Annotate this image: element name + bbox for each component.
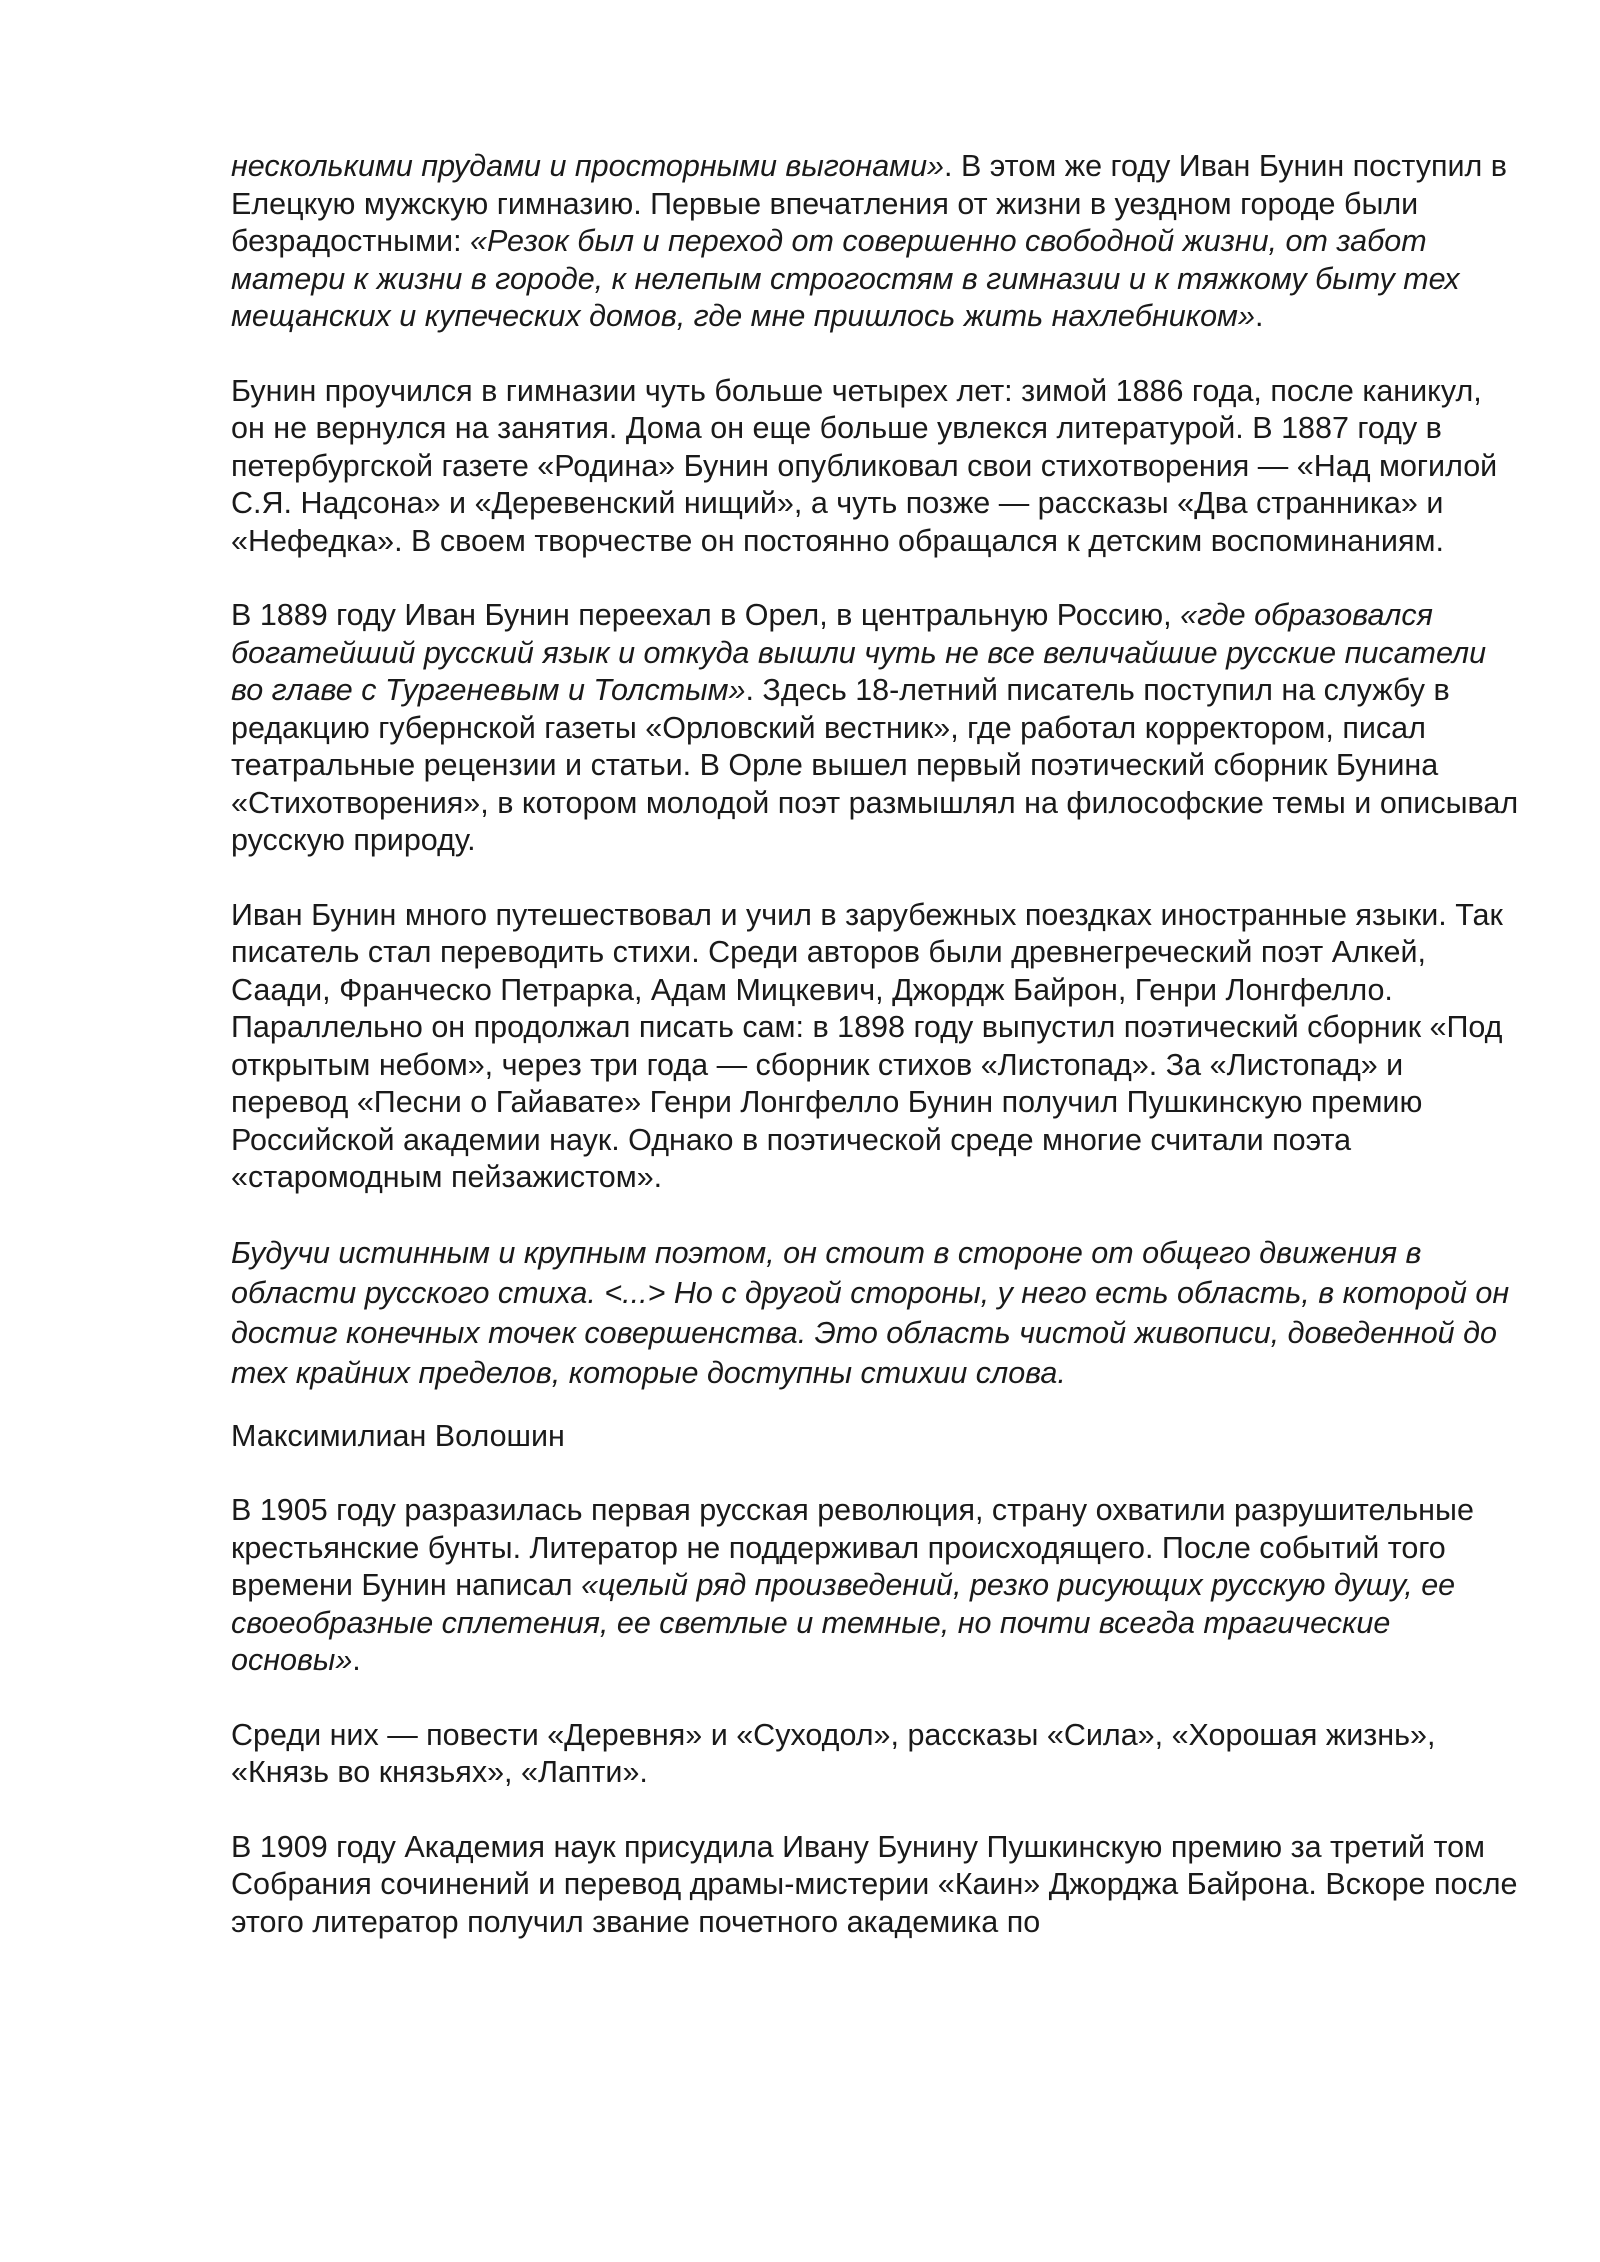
paragraph-text: . В этом же году Иван Бунин поступил в Елецкую мужскую гимназию. Первые впечатления от жизни в уездном городе были безрадостными: xyxy=(231,149,1507,258)
paragraph-text: . xyxy=(1254,299,1264,333)
paragraph-text: В 1905 году разразилась первая русская революция, страну охватили разрушительные крестьянские бунты. Литератор не поддерживал происходящего. После событий того времени Бунин написал xyxy=(231,1493,1474,1602)
blockquote: Будучи истинным и крупным поэтом, он стоит в стороне от общего движения в области русского стиха. <...> Но с другой стороны, у него есть область, в которой он достиг конечных точек совершенства. Это область чистой живописи, доведенной до тех крайних пределов, которые доступны стихии слова. xyxy=(231,1235,1510,1390)
paragraph-revolution xyxy=(231,1492,1521,1680)
paragraph-text: . Здесь 18-летний писатель поступил на службу в редакцию губернской газеты «Орловский вестник», где работал корректором, писал театральные рецензии и статьи. В Орле вышел первый поэтический сборник Бунина «Стихотворения», в котором молодой поэт размышлял на философские темы и описывал русскую природу. xyxy=(231,673,1519,857)
paragraph-text: В 1889 году Иван Бунин переехал в Орел, в центральную Россию, xyxy=(231,598,1181,632)
document-page xyxy=(231,148,1521,1941)
paragraph-gymnasium xyxy=(231,148,1521,336)
quote-author: Максимилиан Волошин xyxy=(231,1418,565,1453)
paragraph-translations: Иван Бунин много путешествовал и учил в зарубежных поездках иностранные языки. Так писатель стал переводить стихи. Среди авторов были древнегреческий поэт Алкей, Саади, Франческо Петрарка, Адам Мицкевич, Джордж Байрон, Генри Лонгфелло. Параллельно он продолжал писать сам: в 1898 году выпустил поэтический сборник «Под открытым небом», через три года — сборник стихов «Листопад». За «Листопад» и перевод «Песни о Гайавате» Генри Лонгфелло Бунин получил Пушкинскую премию Российской академии наук. Однако в поэтической среде многие считали поэта «старомодным пейзажистом». xyxy=(231,897,1503,1194)
paragraph-first-publications: Бунин проучился в гимназии чуть больше четырех лет: зимой 1886 года, после каникул, он не вернулся на занятия. Дома он еще больше увлекся литературой. В 1887 году в петербургской газете «Родина» Бунин опубликовал свои стихотворения — «Над могилой С.Я. Надсона» и «Деревенский нищий», а чуть позже — рассказы «Два странника» и «Нефедка». В своем творчестве он постоянно обращался к детским воспоминаниям. xyxy=(231,373,1498,558)
quote-fragment: «где образовался богатейший русский язык и откуда вышли чуть не все величайшие русские писатели во главе с Тургеневым и Толстым» xyxy=(231,598,1487,707)
quote-fragment: несколькими прудами и просторными выгонами» xyxy=(231,149,945,183)
paragraph-orel xyxy=(231,597,1521,860)
paragraph-pushkin-prize: В 1909 году Академия наук присудила Ивану Бунину Пушкинскую премию за третий том Собрания сочинений и перевод драмы-мистерии «Каин» Джорджа Байрона. Вскоре после этого литератор получил звание почетного академика по xyxy=(231,1829,1518,1939)
paragraph-works-list: Среди них — повести «Деревня» и «Суходол», рассказы «Сила», «Хорошая жизнь», «Князь во князьях», «Лапти». xyxy=(231,1717,1436,1789)
quote-fragment: «Резок был и переход от совершенно свободной жизни, от забот матери к жизни в городе, к нелепым строгостям в гимназии и к тяжкому быту тех мещанских и купеческих домов, где мне пришлось жить нахлебником» xyxy=(231,224,1460,333)
quote-fragment: «целый ряд произведений, резко рисующих русскую душу, ее своеобразные сплетения, ее светлые и темные, но почти всегда трагические основы» xyxy=(231,1568,1456,1677)
paragraph-text: . xyxy=(352,1643,361,1677)
